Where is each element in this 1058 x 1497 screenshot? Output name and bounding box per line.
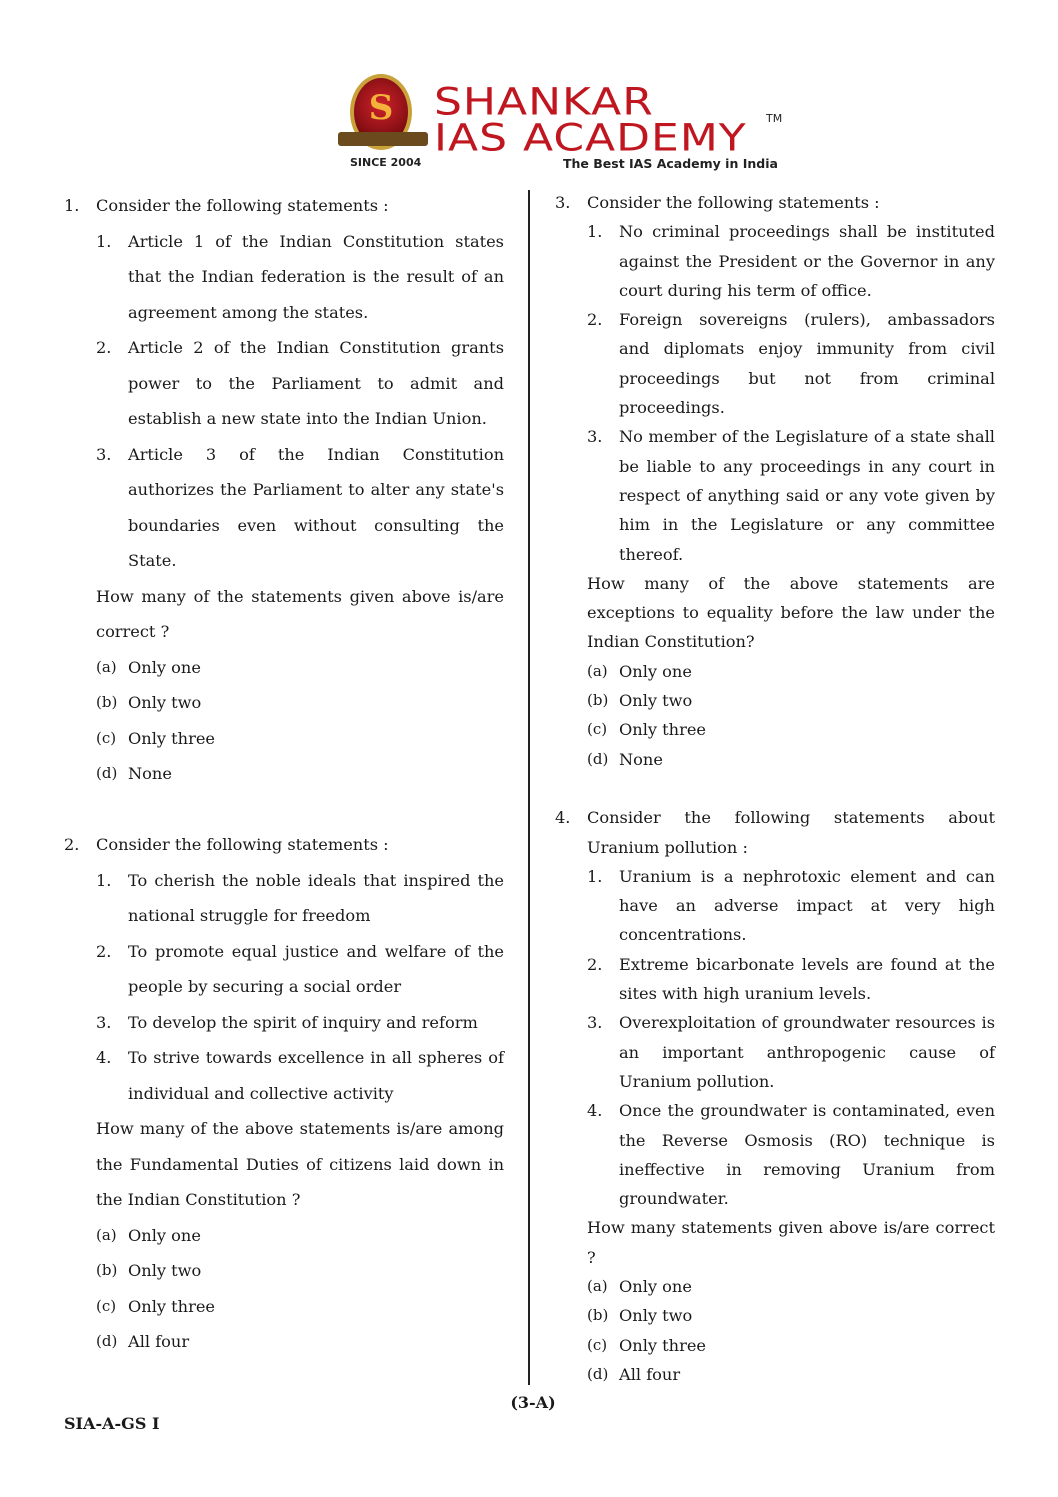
statement-text: Extreme bicarbonate levels are found at the sites with high uranium levels. xyxy=(619,954,995,1004)
statement-text: Foreign sovereigns (rulers), ambassadors and diplomats enjoy immunity from civil proceedings but not from criminal proceedings. xyxy=(619,310,995,418)
option-label: (c) xyxy=(96,728,117,747)
statement-text: To promote equal justice and welfare of the people by securing a social order xyxy=(128,941,504,996)
option-label: (d) xyxy=(587,749,609,768)
option-text: Only two xyxy=(128,1261,202,1280)
option-text: Only three xyxy=(619,1335,706,1355)
statement-number: 1. xyxy=(96,870,112,890)
statement-item xyxy=(96,863,504,934)
statement-number: 1. xyxy=(587,222,603,242)
option-text: All four xyxy=(128,1332,190,1351)
option-text: Only three xyxy=(619,720,706,740)
option-label: (c) xyxy=(587,720,608,739)
statement-item xyxy=(96,1040,504,1111)
statement-text: No member of the Legislature of a state shall be liable to any proceedings in any court in respect of anything said or any vote given by him in the Legislature or any committee thereof. xyxy=(619,427,995,564)
question-number: 2. xyxy=(64,835,80,854)
statement-text: To strive towards excellence in all spheres of individual and collective activity xyxy=(128,1048,504,1103)
statement-number: 3. xyxy=(96,444,112,464)
statement-item xyxy=(96,934,504,1005)
answer-option xyxy=(96,1218,504,1254)
question-4 xyxy=(555,803,995,1389)
answer-option xyxy=(587,1331,995,1360)
question-prompt: How many statements given above is/are correct ? xyxy=(587,1218,995,1267)
statement-item xyxy=(587,422,995,568)
trademark: TM xyxy=(766,112,783,125)
question-stem: Consider the following statements : xyxy=(587,193,880,212)
statement-item xyxy=(96,1005,504,1041)
statement-item xyxy=(587,950,995,1009)
option-text: None xyxy=(619,749,663,769)
answer-option xyxy=(96,685,504,721)
statement-number: 2. xyxy=(587,310,603,330)
statement-number: 3. xyxy=(587,427,603,447)
question-stem: Consider the following statements : xyxy=(96,196,389,215)
answer-option xyxy=(96,1253,504,1289)
question-stem: Consider the following statements : xyxy=(96,835,389,854)
statement-item xyxy=(96,224,504,331)
option-text: Only three xyxy=(128,1296,215,1316)
option-label: (a) xyxy=(587,1276,608,1295)
option-label: (b) xyxy=(96,693,118,711)
question-prompt: How many of the above statements are exceptions to equality before the law under the Indian Constitution? xyxy=(587,573,995,652)
answer-option xyxy=(96,721,504,757)
statement-item xyxy=(587,1008,995,1096)
option-text: Only two xyxy=(128,693,202,712)
answer-option xyxy=(96,1289,504,1325)
option-label: (b) xyxy=(96,1261,118,1279)
statement-number: 3. xyxy=(96,1012,112,1032)
answer-option xyxy=(587,1360,995,1389)
statement-number: 4. xyxy=(96,1048,112,1067)
statement-number: 1. xyxy=(587,866,603,886)
option-label: (d) xyxy=(587,1364,609,1383)
answer-option xyxy=(96,1324,504,1360)
statement-number: 4. xyxy=(587,1101,603,1121)
option-label: (c) xyxy=(96,1296,117,1315)
option-text: Only one xyxy=(128,657,201,677)
brand-name-line1: SHANKAR xyxy=(434,80,654,124)
question-stem: Consider the following statements about Uranium pollution : xyxy=(587,808,995,857)
option-text: All four xyxy=(619,1364,681,1384)
academy-logo xyxy=(336,72,786,176)
option-text: Only one xyxy=(619,1276,692,1296)
since-label: SINCE 2004 xyxy=(350,156,422,169)
brand-name-line2: IAS ACADEMY xyxy=(434,116,747,160)
answer-option xyxy=(587,686,995,715)
statement-item xyxy=(587,862,995,950)
answer-option xyxy=(587,657,995,686)
statement-number: 3. xyxy=(587,1013,603,1033)
page-number: (3-A) xyxy=(510,1393,556,1412)
option-text: Only two xyxy=(619,1306,693,1326)
statement-item xyxy=(587,305,995,422)
left-column xyxy=(64,188,504,1360)
option-text: Only two xyxy=(619,691,693,711)
statement-item xyxy=(96,437,504,579)
statement-text: Article 2 of the Indian Constitution grants power to the Parliament to admit and establish a new state into the Indian Union. xyxy=(128,338,504,428)
answer-option xyxy=(96,650,504,686)
answer-option xyxy=(587,715,995,744)
question-prompt: How many of the above statements is/are among the Fundamental Duties of citizens laid down in the Indian Constitution ? xyxy=(96,1119,504,1209)
answer-option xyxy=(587,1272,995,1301)
statement-item xyxy=(96,330,504,437)
statement-text: Once the groundwater is contaminated, even the Reverse Osmosis (RO) technique is ineffective in removing Uranium from groundwater. xyxy=(619,1101,995,1209)
option-label: (a) xyxy=(96,657,117,676)
paper-code: SIA-A-GS I xyxy=(64,1414,160,1433)
option-text: Only one xyxy=(619,661,692,681)
option-label: (b) xyxy=(587,691,609,710)
question-1 xyxy=(64,188,504,792)
question-3 xyxy=(555,188,995,774)
statement-text: To develop the spirit of inquiry and reform xyxy=(128,1012,478,1032)
statement-number: 2. xyxy=(587,954,603,974)
option-label: (c) xyxy=(587,1335,608,1354)
statement-item xyxy=(587,217,995,305)
option-label: (b) xyxy=(587,1306,609,1325)
emblem-ribbon xyxy=(338,132,428,146)
statement-text: Article 1 of the Indian Constitution states that the Indian federation is the result of an agreement among the states. xyxy=(128,231,504,322)
statement-text: Overexploitation of groundwater resources is an important anthropogenic cause of Uranium pollution. xyxy=(619,1013,995,1091)
option-text: None xyxy=(128,764,172,783)
statement-text: Article 3 of the Indian Constitution authorizes the Parliament to alter any state's boundaries even without consulting the State. xyxy=(128,444,504,570)
answer-option xyxy=(96,756,504,792)
statement-text: To cherish the noble ideals that inspired the national struggle for freedom xyxy=(128,870,504,925)
option-label: (d) xyxy=(96,764,118,782)
statement-number: 2. xyxy=(96,338,112,357)
option-label: (d) xyxy=(96,1332,118,1350)
answer-option xyxy=(587,1301,995,1330)
statement-text: No criminal proceedings shall be instituted against the President or the Governor in any court during his term of office. xyxy=(619,222,995,300)
column-divider xyxy=(528,190,530,1385)
option-label: (a) xyxy=(587,661,608,680)
question-number: 1. xyxy=(64,196,80,215)
statement-item xyxy=(587,1096,995,1213)
statement-text: Uranium is a nephrotoxic element and can have an adverse impact at very high concentrations. xyxy=(619,866,995,945)
answer-option xyxy=(587,745,995,774)
question-number: 3. xyxy=(555,193,571,212)
option-text: Only three xyxy=(128,728,215,748)
question-number: 4. xyxy=(555,808,571,828)
statement-number: 2. xyxy=(96,941,112,961)
question-2 xyxy=(64,827,504,1360)
question-prompt: How many of the statements given above is/are correct ? xyxy=(96,586,504,641)
statement-number: 1. xyxy=(96,231,112,251)
option-text: Only one xyxy=(128,1225,201,1245)
tagline: The Best IAS Academy in India xyxy=(563,156,778,171)
right-column xyxy=(555,188,995,1389)
option-label: (a) xyxy=(96,1225,117,1244)
emblem-icon: S xyxy=(350,74,412,150)
